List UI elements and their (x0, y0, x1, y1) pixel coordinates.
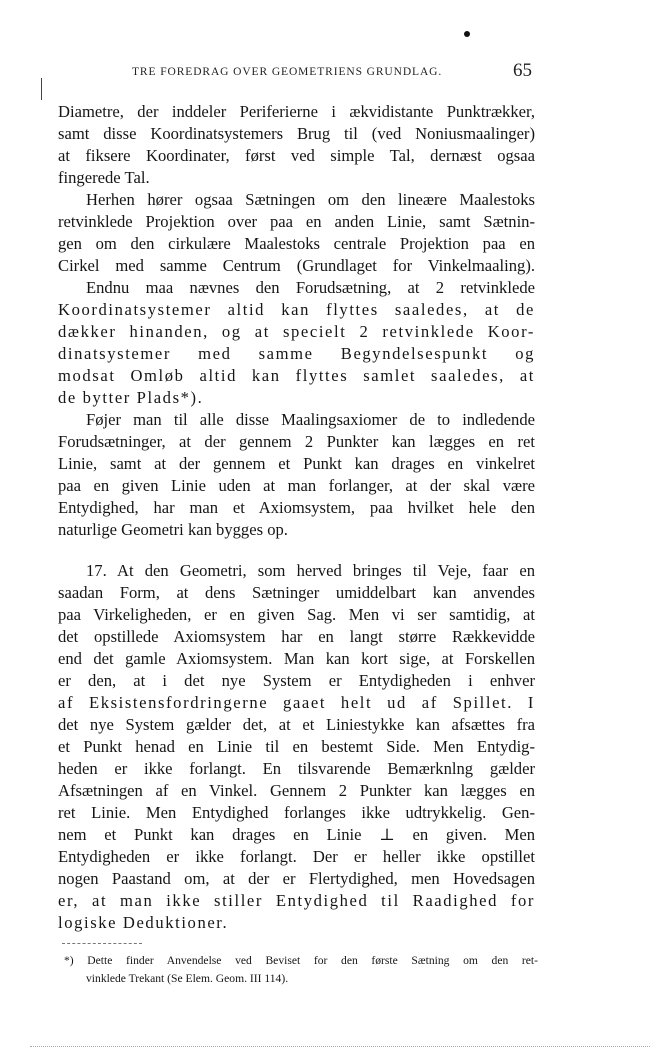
text-line: Linie, samt at der gennem et Punkt kan drages en vinkelret (58, 454, 535, 473)
text-line: end det gamle Axiomsystem. Man kan kort sige, at Forskellen (58, 649, 535, 668)
text-line: det opstillede Axiomsystem har en langt større Rækkevidde (58, 627, 535, 646)
text-line: Herhen hører ogsaa Sætningen om den lineære Maalestoks (86, 190, 535, 209)
text-line: er, at man ikke stiller Entydighed til Raadighed for (58, 891, 535, 910)
text-line: retvinklede Projektion over paa en anden Linie, samt Sætnin- (58, 212, 535, 231)
text-line: Afsætningen af en Vinkel. Gennem 2 Punkter kan lægges en (58, 781, 535, 800)
text-line: Diametre, der inddeler Periferierne i ækvidistante Punktrækker, (58, 102, 535, 121)
text-line: logiske Deduktioner. (58, 913, 229, 932)
text-line: dinatsystemer med samme Begyndelsespunkt og (58, 344, 535, 363)
text-line: et Punkt henad en Linie til en bestemt Side. Men Entydig- (58, 737, 535, 756)
text-line: modsat Omløb altid kan flyttes samlet saaledes, at (58, 366, 535, 385)
text-line: paa Virkeligheden, er en given Sag. Men vi ser samtidig, at (58, 605, 535, 624)
footnote-line: vinklede Trekant (Se Elem. Geom. III 114). (86, 972, 289, 985)
text-line: 17. At den Geometri, som herved bringes til Veje, faar en (86, 561, 535, 580)
text-line: naturlige Geometri kan bygges op. (58, 520, 288, 539)
text-line: dækker hinanden, og at specielt 2 retvinklede Koor- (58, 322, 535, 341)
page-number: 65 (513, 60, 532, 81)
text-line: Koordinatsystemer altid kan flyttes saaledes, at de (58, 300, 535, 319)
text-line: heden er ikke forlangt. En tilsvarende Bemærknlng gælder (58, 759, 535, 778)
text-line: Forudsætninger, at der gennem 2 Punkter kan lægges en ret (58, 432, 535, 451)
text-line: af Eksistensfordringerne gaaet helt ud af Spillet. I (58, 693, 535, 712)
ink-dot-mark (464, 31, 470, 37)
text-line: er den, at i det nye System er Entydigheden i enhver (58, 671, 535, 690)
page-edge-marks (30, 1046, 650, 1047)
text-line: Cirkel med samme Centrum (Grundlaget for Vinkelmaaling). (58, 256, 535, 275)
text-line: ret Linie. Men Entydighed forlanges ikke udtrykkelig. Gen- (58, 803, 535, 822)
text-line: at fiksere Koordinater, først ved simple Tal, dernæst ogsaa (58, 146, 535, 165)
text-line: nem et Punkt kan drages en Linie ⊥ en given. Men (58, 825, 535, 844)
text-line: Føjer man til alle disse Maalingsaxiomer de to indledende (86, 410, 535, 429)
text-line: Entydigheden er ikke forlangt. Der er heller ikke opstillet (58, 847, 535, 866)
footnote-rule (62, 943, 142, 944)
text-line: gen om den cirkulære Maalestoks centrale Projektion paa en (58, 234, 535, 253)
margin-rule (41, 78, 42, 100)
text-line: det nye System gælder det, at et Liniestykke kan afsættes fra (58, 715, 535, 734)
text-line: Endnu maa nævnes den Forudsætning, at 2 retvinklede (86, 278, 535, 297)
text-line: Entydighed, har man et Axiomsystem, paa hvilket hele den (58, 498, 535, 517)
text-line: nogen Paastand om, at der er Flertydighed, men Hovedsagen (58, 869, 535, 888)
running-title: TRE FOREDRAG OVER GEOMETRIENS GRUNDLAG. (132, 66, 443, 78)
text-line: paa en given Linie uden at man forlanger, at der skal være (58, 476, 535, 495)
text-line: fingerede Tal. (58, 168, 150, 187)
text-line: samt disse Koordinatsystemers Brug til (ved Noniusmaalinger) (58, 124, 535, 143)
text-line: saadan Form, at dens Sætninger umiddelbart kan anvendes (58, 583, 535, 602)
footnote-line: *) Dette finder Anvendelse ved Beviset for den første Sætning om den ret- (64, 954, 538, 967)
text-line: de bytter Plads*). (58, 388, 204, 407)
